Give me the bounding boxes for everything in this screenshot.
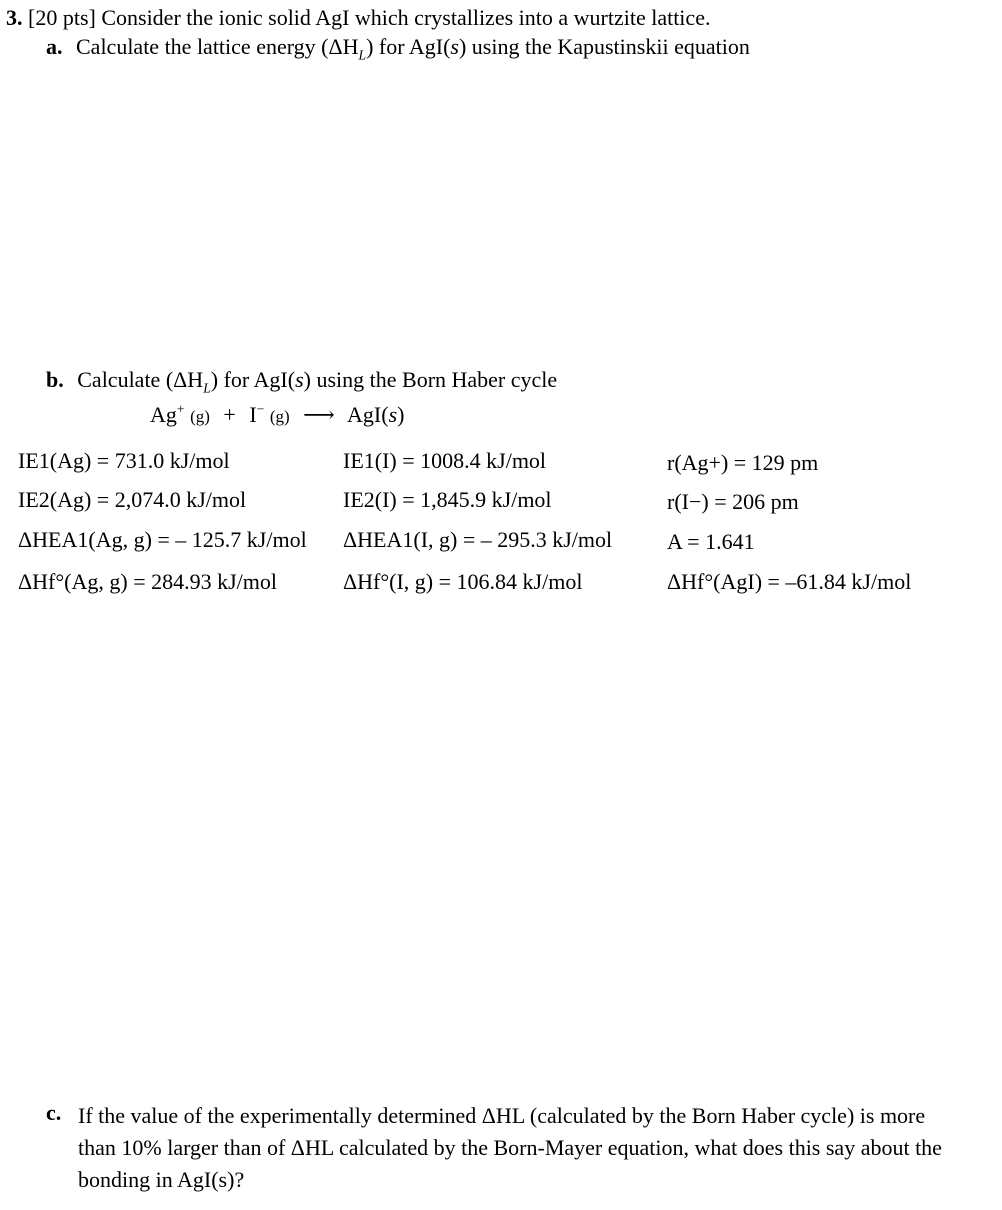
part-b-italic: s <box>295 367 304 392</box>
constant-ie1-ag: IE1(Ag) = 731.0 kJ/mol <box>18 448 230 473</box>
reaction-anion-charge: − <box>256 401 265 417</box>
reaction-cation-charge: + <box>176 401 185 417</box>
constant-hf-i: ΔHf°(I, g) = 106.84 kJ/mol <box>343 569 583 594</box>
part-c-label: c. <box>46 1100 62 1125</box>
part-a-label: a. <box>46 34 63 59</box>
part-c-text: If the value of the experimentally determined ΔHL (calculated by the Born Haber cycle) is more than 10% larger than of ΔHL calculated by the Born-Mayer equation, what does this say about the bonding in AgI(s)? <box>78 1103 942 1192</box>
part-a-subscript: L <box>358 47 367 63</box>
reaction-cation: Ag <box>150 402 177 427</box>
reaction-arrow: ⟶ <box>303 402 335 427</box>
constant-hf-ag: ΔHf°(Ag, g) = 284.93 kJ/mol <box>18 569 278 594</box>
reaction-cation-state: (g) <box>190 407 210 426</box>
part-b-text-mid: ) for AgI( <box>210 367 296 392</box>
constant-hea-ag: ΔHEA1(Ag, g) = – 125.7 kJ/mol <box>18 527 307 552</box>
constant-madelung-a: A = 1.641 <box>667 529 755 554</box>
reaction-product-italic: s <box>388 402 398 427</box>
constant-radius-ag: r(Ag+) = 129 pm <box>667 450 819 475</box>
constant-ie1-i: IE1(I) = 1008.4 kJ/mol <box>343 448 547 473</box>
constant-radius-i: r(I−) = 206 pm <box>667 489 799 514</box>
constant-hf-agi: ΔHf°(AgI) = –61.84 kJ/mol <box>667 569 912 594</box>
constant-ie2-i: IE2(I) = 1,845.9 kJ/mol <box>343 487 552 512</box>
question-number: 3. <box>6 5 23 30</box>
part-a-text-mid: ) for AgI( <box>366 34 451 59</box>
reaction-equation <box>150 402 404 428</box>
reaction-anion: I <box>249 402 257 427</box>
question-header <box>6 5 710 31</box>
reaction-plus: + <box>223 402 236 427</box>
reaction-product-after: ) <box>397 402 405 427</box>
part-a-italic: s <box>450 34 459 59</box>
part-b-text-after: ) using the Born Haber cycle <box>303 367 558 392</box>
part-b-subscript: L <box>203 380 211 396</box>
part-a-text-after: ) using the Kapustinskii equation <box>458 34 750 59</box>
constant-ie2-ag: IE2(Ag) = 2,074.0 kJ/mol <box>18 487 247 512</box>
part-b-label: b. <box>46 367 64 392</box>
part-b-text-before: Calculate (ΔH <box>77 367 204 392</box>
part-b-prompt <box>46 367 558 396</box>
constant-hea-i: ΔHEA1(I, g) = – 295.3 kJ/mol <box>343 527 613 552</box>
part-a-prompt <box>46 34 750 63</box>
reaction-product-before: AgI( <box>347 402 389 427</box>
question-points: [20 pts] <box>28 5 96 30</box>
reaction-anion-state: (g) <box>269 407 290 426</box>
part-a-text-before: Calculate the lattice energy (ΔH <box>76 34 359 59</box>
question-intro: Consider the ionic solid AgI which crystallizes into a wurtzite lattice. <box>101 5 711 30</box>
